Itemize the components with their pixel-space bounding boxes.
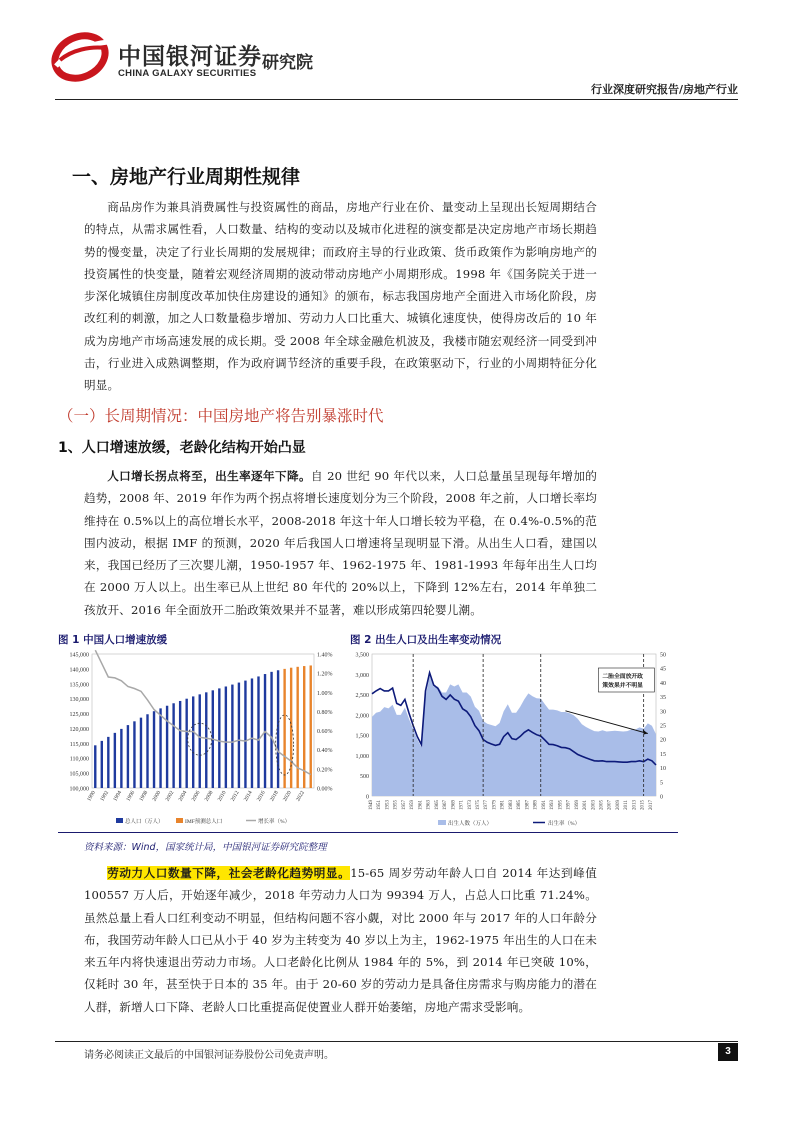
x-tick-label: 1996 bbox=[125, 790, 137, 803]
x-tick-label: 2012 bbox=[229, 790, 241, 803]
x-tick-label: 2001 bbox=[583, 800, 589, 810]
population-bar bbox=[120, 729, 122, 788]
x-tick-label: 2005 bbox=[599, 800, 605, 810]
y-left-tick: 3,500 bbox=[355, 652, 369, 659]
x-tick-label: 2017 bbox=[648, 800, 654, 810]
y-right-tick: 15 bbox=[660, 751, 666, 758]
x-tick-label: 1992 bbox=[99, 790, 111, 803]
legend-swatch bbox=[438, 820, 446, 825]
population-bar bbox=[101, 741, 103, 788]
population-bar bbox=[225, 686, 227, 788]
population-bar bbox=[166, 706, 168, 788]
y-right-tick: 35 bbox=[660, 695, 666, 702]
legend-label: 总人口（万人） bbox=[125, 819, 164, 825]
x-tick-label: 1991 bbox=[541, 800, 547, 810]
plot-area bbox=[92, 654, 314, 788]
y-right-tick: 0.00% bbox=[317, 786, 333, 793]
paragraph-lead: 人口增长拐点将至，出生率逐年下降。 bbox=[107, 469, 312, 483]
population-bar bbox=[185, 699, 187, 788]
annotation-text: 二胎全面放开政 bbox=[602, 674, 643, 680]
paragraph-lead: 劳动力人口数量下降，社会老龄化趋势明显。 bbox=[107, 866, 351, 880]
x-tick-label: 2006 bbox=[190, 790, 202, 803]
y-left-tick: 500 bbox=[360, 774, 369, 781]
x-tick-label: 2016 bbox=[256, 790, 267, 803]
x-tick-label: 1987 bbox=[525, 800, 531, 810]
y-right-tick: 50 bbox=[660, 652, 666, 659]
x-tick-label: 2022 bbox=[295, 790, 306, 803]
x-tick-label: 1995 bbox=[558, 800, 564, 810]
figure1-chart bbox=[56, 648, 344, 828]
legend-swatch bbox=[116, 818, 123, 823]
population-bar bbox=[146, 714, 148, 788]
population-bar bbox=[192, 696, 194, 788]
x-tick-label: 2014 bbox=[243, 790, 254, 803]
x-tick-label: 2004 bbox=[177, 790, 189, 803]
x-tick-label: 1951 bbox=[377, 800, 383, 810]
x-tick-label: 1961 bbox=[418, 800, 424, 810]
y-left-tick: 110,000 bbox=[69, 756, 89, 763]
y-right-tick: 25 bbox=[660, 723, 666, 730]
population-bar bbox=[270, 672, 272, 788]
population-bar bbox=[179, 701, 181, 788]
x-tick-label: 1965 bbox=[434, 800, 440, 810]
x-tick-label: 2015 bbox=[640, 800, 646, 810]
y-left-tick: 115,000 bbox=[69, 741, 89, 748]
y-left-tick: 0 bbox=[366, 794, 369, 801]
x-tick-label: 1977 bbox=[484, 800, 490, 810]
x-tick-label: 1993 bbox=[550, 800, 556, 810]
y-right-tick: 40 bbox=[660, 680, 666, 687]
imf-forecast-bar bbox=[296, 667, 298, 788]
figure-bottom-rule bbox=[58, 832, 678, 833]
x-tick-label: 1963 bbox=[426, 800, 432, 810]
y-right-tick: 1.20% bbox=[317, 671, 333, 678]
y-left-tick: 145,000 bbox=[69, 652, 89, 659]
figure2-title: 图 2 出生人口及出生率变动情况 bbox=[350, 634, 502, 646]
x-tick-label: 1949 bbox=[369, 800, 374, 810]
imf-forecast-bar bbox=[283, 669, 285, 788]
y-right-tick: 1.40% bbox=[317, 652, 333, 659]
x-tick-label: 1969 bbox=[451, 800, 457, 810]
y-right-tick: 0.40% bbox=[317, 748, 333, 755]
population-bar bbox=[114, 733, 116, 788]
population-bar bbox=[205, 692, 207, 788]
population-bar bbox=[94, 745, 96, 788]
y-left-tick: 2,500 bbox=[355, 693, 369, 700]
x-tick-label: 1973 bbox=[467, 800, 473, 810]
x-tick-label: 2013 bbox=[632, 800, 638, 810]
y-left-tick: 100,000 bbox=[69, 786, 89, 793]
population-bar bbox=[257, 676, 259, 788]
y-left-tick: 3,000 bbox=[355, 672, 369, 679]
x-tick-label: 1989 bbox=[533, 800, 539, 810]
y-right-tick: 0.60% bbox=[317, 729, 333, 736]
x-tick-label: 2011 bbox=[624, 800, 630, 810]
paragraph-population bbox=[84, 465, 597, 621]
x-tick-label: 1967 bbox=[443, 800, 449, 810]
figure1-title: 图 1 中国人口增速放缓 bbox=[58, 634, 168, 646]
population-bar bbox=[140, 718, 142, 788]
imf-forecast-bar bbox=[290, 668, 292, 788]
x-tick-label: 2002 bbox=[164, 790, 176, 803]
x-tick-label: 1953 bbox=[385, 800, 391, 810]
y-right-tick: 5 bbox=[660, 780, 663, 787]
institute-label: 研究院 bbox=[262, 53, 313, 73]
y-left-tick: 140,000 bbox=[69, 667, 89, 674]
y-left-tick: 125,000 bbox=[69, 712, 89, 719]
header-rule bbox=[55, 99, 738, 100]
population-bar bbox=[107, 737, 109, 788]
population-bar bbox=[251, 678, 253, 788]
footer-disclaimer: 请务必阅读正文最后的中国银河证券股份公司免责声明。 bbox=[84, 1050, 334, 1061]
y-right-tick: 45 bbox=[660, 666, 666, 673]
y-left-tick: 135,000 bbox=[69, 682, 89, 689]
x-tick-label: 1959 bbox=[410, 800, 416, 810]
logo-english-name: CHINA GALAXY SECURITIES bbox=[118, 68, 257, 79]
x-tick-label: 1957 bbox=[401, 800, 407, 810]
legend-label: 增长率（%） bbox=[258, 819, 291, 825]
x-tick-label: 2020 bbox=[282, 790, 293, 803]
x-tick-label: 2018 bbox=[269, 790, 280, 803]
population-bar bbox=[199, 694, 201, 788]
legend-label: 出生人数（万人） bbox=[448, 821, 493, 827]
y-right-tick: 0 bbox=[660, 794, 663, 801]
x-tick-label: 2010 bbox=[216, 790, 228, 803]
y-right-tick: 10 bbox=[660, 766, 666, 773]
population-bar bbox=[238, 683, 240, 788]
x-tick-label: 1981 bbox=[500, 800, 506, 810]
y-right-tick: 0.80% bbox=[317, 709, 333, 716]
births-area bbox=[372, 676, 656, 796]
y-left-tick: 1,500 bbox=[355, 733, 369, 740]
galaxy-logo-icon bbox=[50, 30, 114, 84]
logo bbox=[50, 30, 114, 84]
source-note: 资料来源：Wind，国家统计局，中国银河证券研究院整理 bbox=[84, 842, 327, 853]
x-tick-label: 1971 bbox=[459, 800, 465, 810]
paragraph-labor bbox=[84, 862, 597, 1018]
x-tick-label: 1983 bbox=[508, 800, 514, 810]
x-tick-label: 1999 bbox=[574, 800, 580, 810]
x-tick-label: 1990 bbox=[86, 790, 97, 803]
annotation-text: 策效果并不明显 bbox=[602, 683, 643, 689]
population-bar bbox=[127, 725, 129, 788]
x-tick-label: 1979 bbox=[492, 800, 498, 810]
x-tick-label: 2007 bbox=[607, 800, 613, 810]
legend-swatch bbox=[176, 818, 183, 823]
x-tick-label: 2003 bbox=[591, 800, 597, 810]
page-number: 3 bbox=[718, 1043, 738, 1061]
legend-label: IMF预测总人口 bbox=[185, 819, 223, 825]
x-tick-label: 1997 bbox=[566, 800, 572, 810]
x-tick-label: 2009 bbox=[615, 800, 621, 810]
paragraph-body: 自 20 世纪 90 年代以来，人口总量虽呈现每年增加的趋势，2008 年、2019 年作为两个拐点将增长速度划分为三个阶段，2008 年之前，人口增长率均维持在 0.5%以上的高位增长水平，2008-2018 年这十年人口增长较为平稳，在 0.4%-0.5%的范围内波动，根据 IMF 的预测，2020 年后我国人口增速将呈现明显下滑。从出生人口看，建国以来，我国已经历了三次婴儿潮，1950-1957 年、1962-1975 年、1981-1993 年每年出生人口均在 2000 万人以上。出生率已从上世纪 80 年代的 20%以上，下降到 12%左右，2014 年单独二孩放开、2016 年全面放开二胎政策效果并不显著，难以形成第四轮婴儿潮。 bbox=[84, 469, 597, 617]
section-heading: 一、房地产行业周期性规律 bbox=[72, 166, 301, 188]
paragraph-body: 15-65 周岁劳动年龄人口自 2014 年达到峰值 100557 万人后，开始逐年减少，2018 年劳动力人口为 99394 万人，占总人口比重 71.24%。虽然总量上看人口红利变动不明显，但结构问题不容小觑，对比 2000 年与 2017 年的人口年龄分布，我国劳动年龄人口已从小于 40 岁为主转变为 40 岁以上为主，1962-1975 年出生的人口在未来五年内将快速退出劳动力市场。人口老龄化比例从 1984 年的 5%，到 2014 年已突破 10%，仅耗时 30 年，甚至快于日本的 35 年。由于 20-60 岁的劳动力是具备住房需求与购房能力的潜在人群，新增人口下降、老龄人口比重提高促使置业人群开始萎缩，房地产需求受影响。 bbox=[84, 866, 597, 1014]
x-tick-label: 1955 bbox=[393, 800, 399, 810]
x-tick-label: 2008 bbox=[203, 790, 215, 803]
y-left-tick: 130,000 bbox=[69, 697, 89, 704]
population-bar bbox=[231, 685, 233, 788]
x-tick-label: 1985 bbox=[517, 800, 523, 810]
population-bar bbox=[218, 688, 220, 788]
imf-forecast-bar bbox=[310, 665, 312, 788]
population-bar bbox=[153, 711, 155, 788]
y-left-tick: 105,000 bbox=[69, 771, 89, 778]
y-right-tick: 0.20% bbox=[317, 767, 333, 774]
section-intro: 商品房作为兼具消费属性与投资属性的商品，房地产行业在价、量变动上呈现出长短周期结合的特点，从需求属性看，人口数量、结构的变动以及城市化进程的演变都是决定房地产市场长期趋势的慢变量，决定了行业长周期的发展规律；而政府主导的行业政策、货币政策作为影响房地产的投资属性的快变量，随着宏观经济周期的波动带动房地产小周期形成。1998 年《国务院关于进一步深化城镇住房制度改革加快住房建设的通知》的颁布，标志我国房地产全面进入市场化阶段，房改红利的刺激，加之人口数量稳步增加、劳动力人口比重大、城镇化速度快，使得房改后的 10 年成为房地产市场高速发展的成长期。受 2008 年全球金融危机波及，我楼市随宏观经济一同受到冲击，行业进入成熟调整期，作为政府调节经济的重要手段，在政策驱动下，行业的小周期特征分化明显。 bbox=[84, 200, 597, 393]
y-right-tick: 1.00% bbox=[317, 690, 333, 697]
population-bar bbox=[172, 703, 174, 788]
logo-chinese-name: 中国银河证券 bbox=[118, 44, 262, 70]
subsection-heading: （一）长周期情况：中国房地产将告别暴涨时代 bbox=[58, 407, 384, 425]
sub-heading: 1、人口增速放缓，老龄化结构开始凸显 bbox=[58, 440, 306, 456]
x-tick-label: 2000 bbox=[151, 790, 163, 803]
population-bar bbox=[244, 681, 246, 788]
legend-label: 出生率（%） bbox=[548, 821, 581, 827]
y-right-tick: 30 bbox=[660, 709, 666, 716]
footer-rule bbox=[55, 1041, 738, 1042]
figure2-chart bbox=[348, 648, 682, 828]
x-tick-label: 1998 bbox=[138, 790, 150, 803]
y-left-tick: 1,000 bbox=[355, 753, 369, 760]
y-right-tick: 20 bbox=[660, 737, 666, 744]
y-left-tick: 120,000 bbox=[69, 726, 89, 733]
x-tick-label: 1994 bbox=[112, 790, 124, 803]
x-tick-label: 1975 bbox=[476, 800, 482, 810]
population-bar bbox=[133, 721, 135, 788]
report-type: 行业深度研究报告/房地产行业 bbox=[590, 83, 738, 96]
population-bar bbox=[159, 708, 161, 788]
y-left-tick: 2,000 bbox=[355, 713, 369, 720]
